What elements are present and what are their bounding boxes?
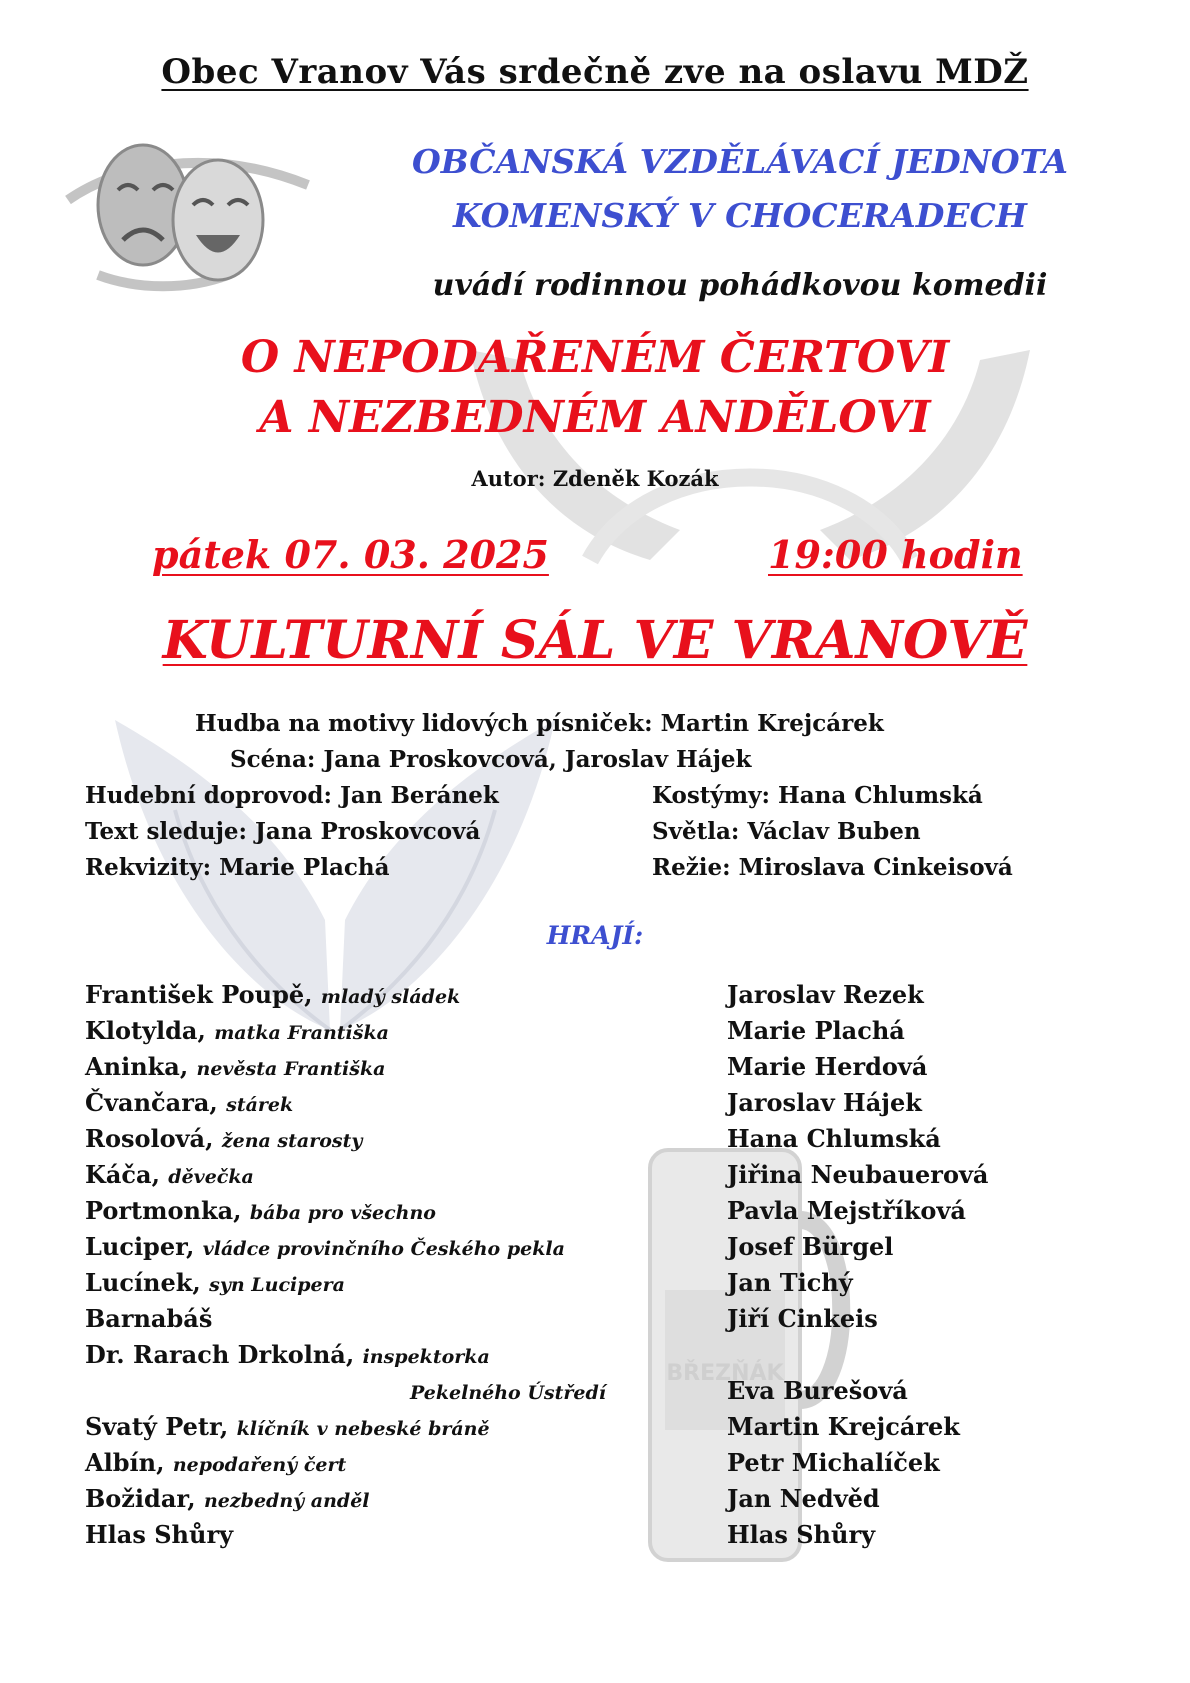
character-role: vládce provinčního Českého pekla bbox=[202, 1238, 565, 1260]
character-role: nepodařený čert bbox=[172, 1454, 347, 1476]
character-role: mladý sládek bbox=[320, 986, 461, 1008]
character-role: matka Františka bbox=[214, 1022, 389, 1044]
invite-heading: Obec Vranov Vás srdečně zve na oslavu MDŽ bbox=[161, 52, 1029, 92]
cast-actor: Jan Nedvěd bbox=[727, 1484, 880, 1513]
cast-character bbox=[85, 1268, 345, 1297]
character-role: nezbedný anděl bbox=[203, 1490, 370, 1512]
cast-character bbox=[85, 1124, 362, 1153]
credit-left-3: Rekvizity: Marie Plachá bbox=[85, 854, 390, 881]
cast-actor: Hlas Shůry bbox=[727, 1520, 876, 1549]
character-name: Lucínek, bbox=[85, 1268, 201, 1297]
character-name: Aninka, bbox=[85, 1052, 189, 1081]
character-name: Barnabáš bbox=[85, 1304, 213, 1333]
character-role: stárek bbox=[226, 1094, 294, 1116]
cast-actor: Marie Herdová bbox=[727, 1052, 928, 1081]
cast-character bbox=[85, 1196, 436, 1225]
character-role: syn Lucipera bbox=[209, 1274, 345, 1296]
theatre-masks-icon bbox=[58, 125, 320, 300]
cast-character bbox=[85, 1016, 389, 1045]
credit-left-2: Text sleduje: Jana Proskovcová bbox=[85, 818, 481, 845]
character-role: inspektorka bbox=[362, 1346, 490, 1368]
character-name: Hlas Shůry bbox=[85, 1520, 234, 1549]
character-name: Portmonka, bbox=[85, 1196, 242, 1225]
character-name: Božidar, bbox=[85, 1484, 196, 1513]
cast-heading: HRAJÍ: bbox=[546, 921, 644, 950]
cast-character bbox=[85, 1340, 490, 1369]
cast-character bbox=[85, 1088, 293, 1117]
character-name: Dr. Rarach Drkolná, bbox=[85, 1340, 355, 1369]
cast-actor: Jiřina Neubauerová bbox=[727, 1160, 989, 1189]
cast-character bbox=[410, 1376, 606, 1405]
character-name: František Poupě, bbox=[85, 980, 313, 1009]
character-role: Pekelného Ústředí bbox=[410, 1382, 606, 1404]
presents-line: uvádí rodinnou pohádkovou komedii bbox=[432, 268, 1048, 303]
character-role: klíčník v nebeské bráně bbox=[236, 1418, 490, 1440]
character-role: děvečka bbox=[168, 1166, 254, 1188]
organization-line-2: KOMENSKÝ V CHOCERADECH bbox=[452, 196, 1027, 235]
cast-character bbox=[85, 1448, 346, 1477]
credit-right-3: Režie: Miroslava Cinkeisová bbox=[652, 854, 1013, 881]
cast-actor: Josef Bürgel bbox=[727, 1232, 894, 1261]
character-name: Rosolová, bbox=[85, 1124, 214, 1153]
cast-actor: Jan Tichý bbox=[727, 1268, 853, 1297]
credit-right-1: Kostýmy: Hana Chlumská bbox=[652, 782, 983, 809]
play-title-line-1: O NEPODAŘENÉM ČERTOVI bbox=[240, 332, 950, 383]
cast-actor: Jiří Cinkeis bbox=[727, 1304, 878, 1333]
credit-left-1: Hudební doprovod: Jan Beránek bbox=[85, 782, 499, 809]
character-role: nevěsta Františka bbox=[196, 1058, 386, 1080]
cast-character bbox=[85, 1160, 254, 1189]
cast-actor: Petr Michalíček bbox=[727, 1448, 940, 1477]
cast-character bbox=[85, 980, 460, 1009]
beer-label: BŘEZŇÁK bbox=[666, 1361, 784, 1386]
cast-actor: Jaroslav Rezek bbox=[727, 980, 924, 1009]
cast-actor: Martin Krejcárek bbox=[727, 1412, 960, 1441]
event-date: pátek 07. 03. 2025 bbox=[152, 532, 549, 577]
cast-actor: Pavla Mejstříková bbox=[727, 1196, 966, 1225]
cast-actor: Jaroslav Hájek bbox=[727, 1088, 922, 1117]
credit-music: Hudba na motivy lidových písniček: Martin Krejcárek bbox=[195, 710, 884, 737]
organization-line-1: OBČANSKÁ VZDĚLÁVACÍ JEDNOTA bbox=[412, 142, 1068, 181]
cast-actor: Eva Burešová bbox=[727, 1376, 908, 1405]
cast-actor: Marie Plachá bbox=[727, 1016, 905, 1045]
character-name: Svatý Petr, bbox=[85, 1412, 229, 1441]
cast-character bbox=[85, 1520, 233, 1549]
character-role: žena starosty bbox=[221, 1130, 363, 1152]
credit-right-2: Světla: Václav Buben bbox=[652, 818, 921, 845]
character-name: Čvančara, bbox=[85, 1088, 218, 1117]
author-line: Autor: Zdeněk Kozák bbox=[471, 466, 719, 491]
character-name: Luciper, bbox=[85, 1232, 195, 1261]
character-name: Klotylda, bbox=[85, 1016, 206, 1045]
cast-character bbox=[85, 1052, 385, 1081]
cast-actor: Hana Chlumská bbox=[727, 1124, 941, 1153]
venue: KULTURNÍ SÁL VE VRANOVĚ bbox=[162, 610, 1028, 671]
character-name: Káča, bbox=[85, 1160, 160, 1189]
character-name: Albín, bbox=[85, 1448, 165, 1477]
event-time: 19:00 hodin bbox=[768, 532, 1023, 577]
character-role: bába pro všechno bbox=[249, 1202, 436, 1224]
cast-character bbox=[85, 1232, 565, 1261]
cast-character bbox=[85, 1484, 370, 1513]
cast-character bbox=[85, 1304, 212, 1333]
play-title-line-2: A NEZBEDNÉM ANDĚLOVI bbox=[259, 392, 931, 443]
cast-character bbox=[85, 1412, 490, 1441]
credit-scene: Scéna: Jana Proskovcová, Jaroslav Hájek bbox=[230, 746, 752, 773]
